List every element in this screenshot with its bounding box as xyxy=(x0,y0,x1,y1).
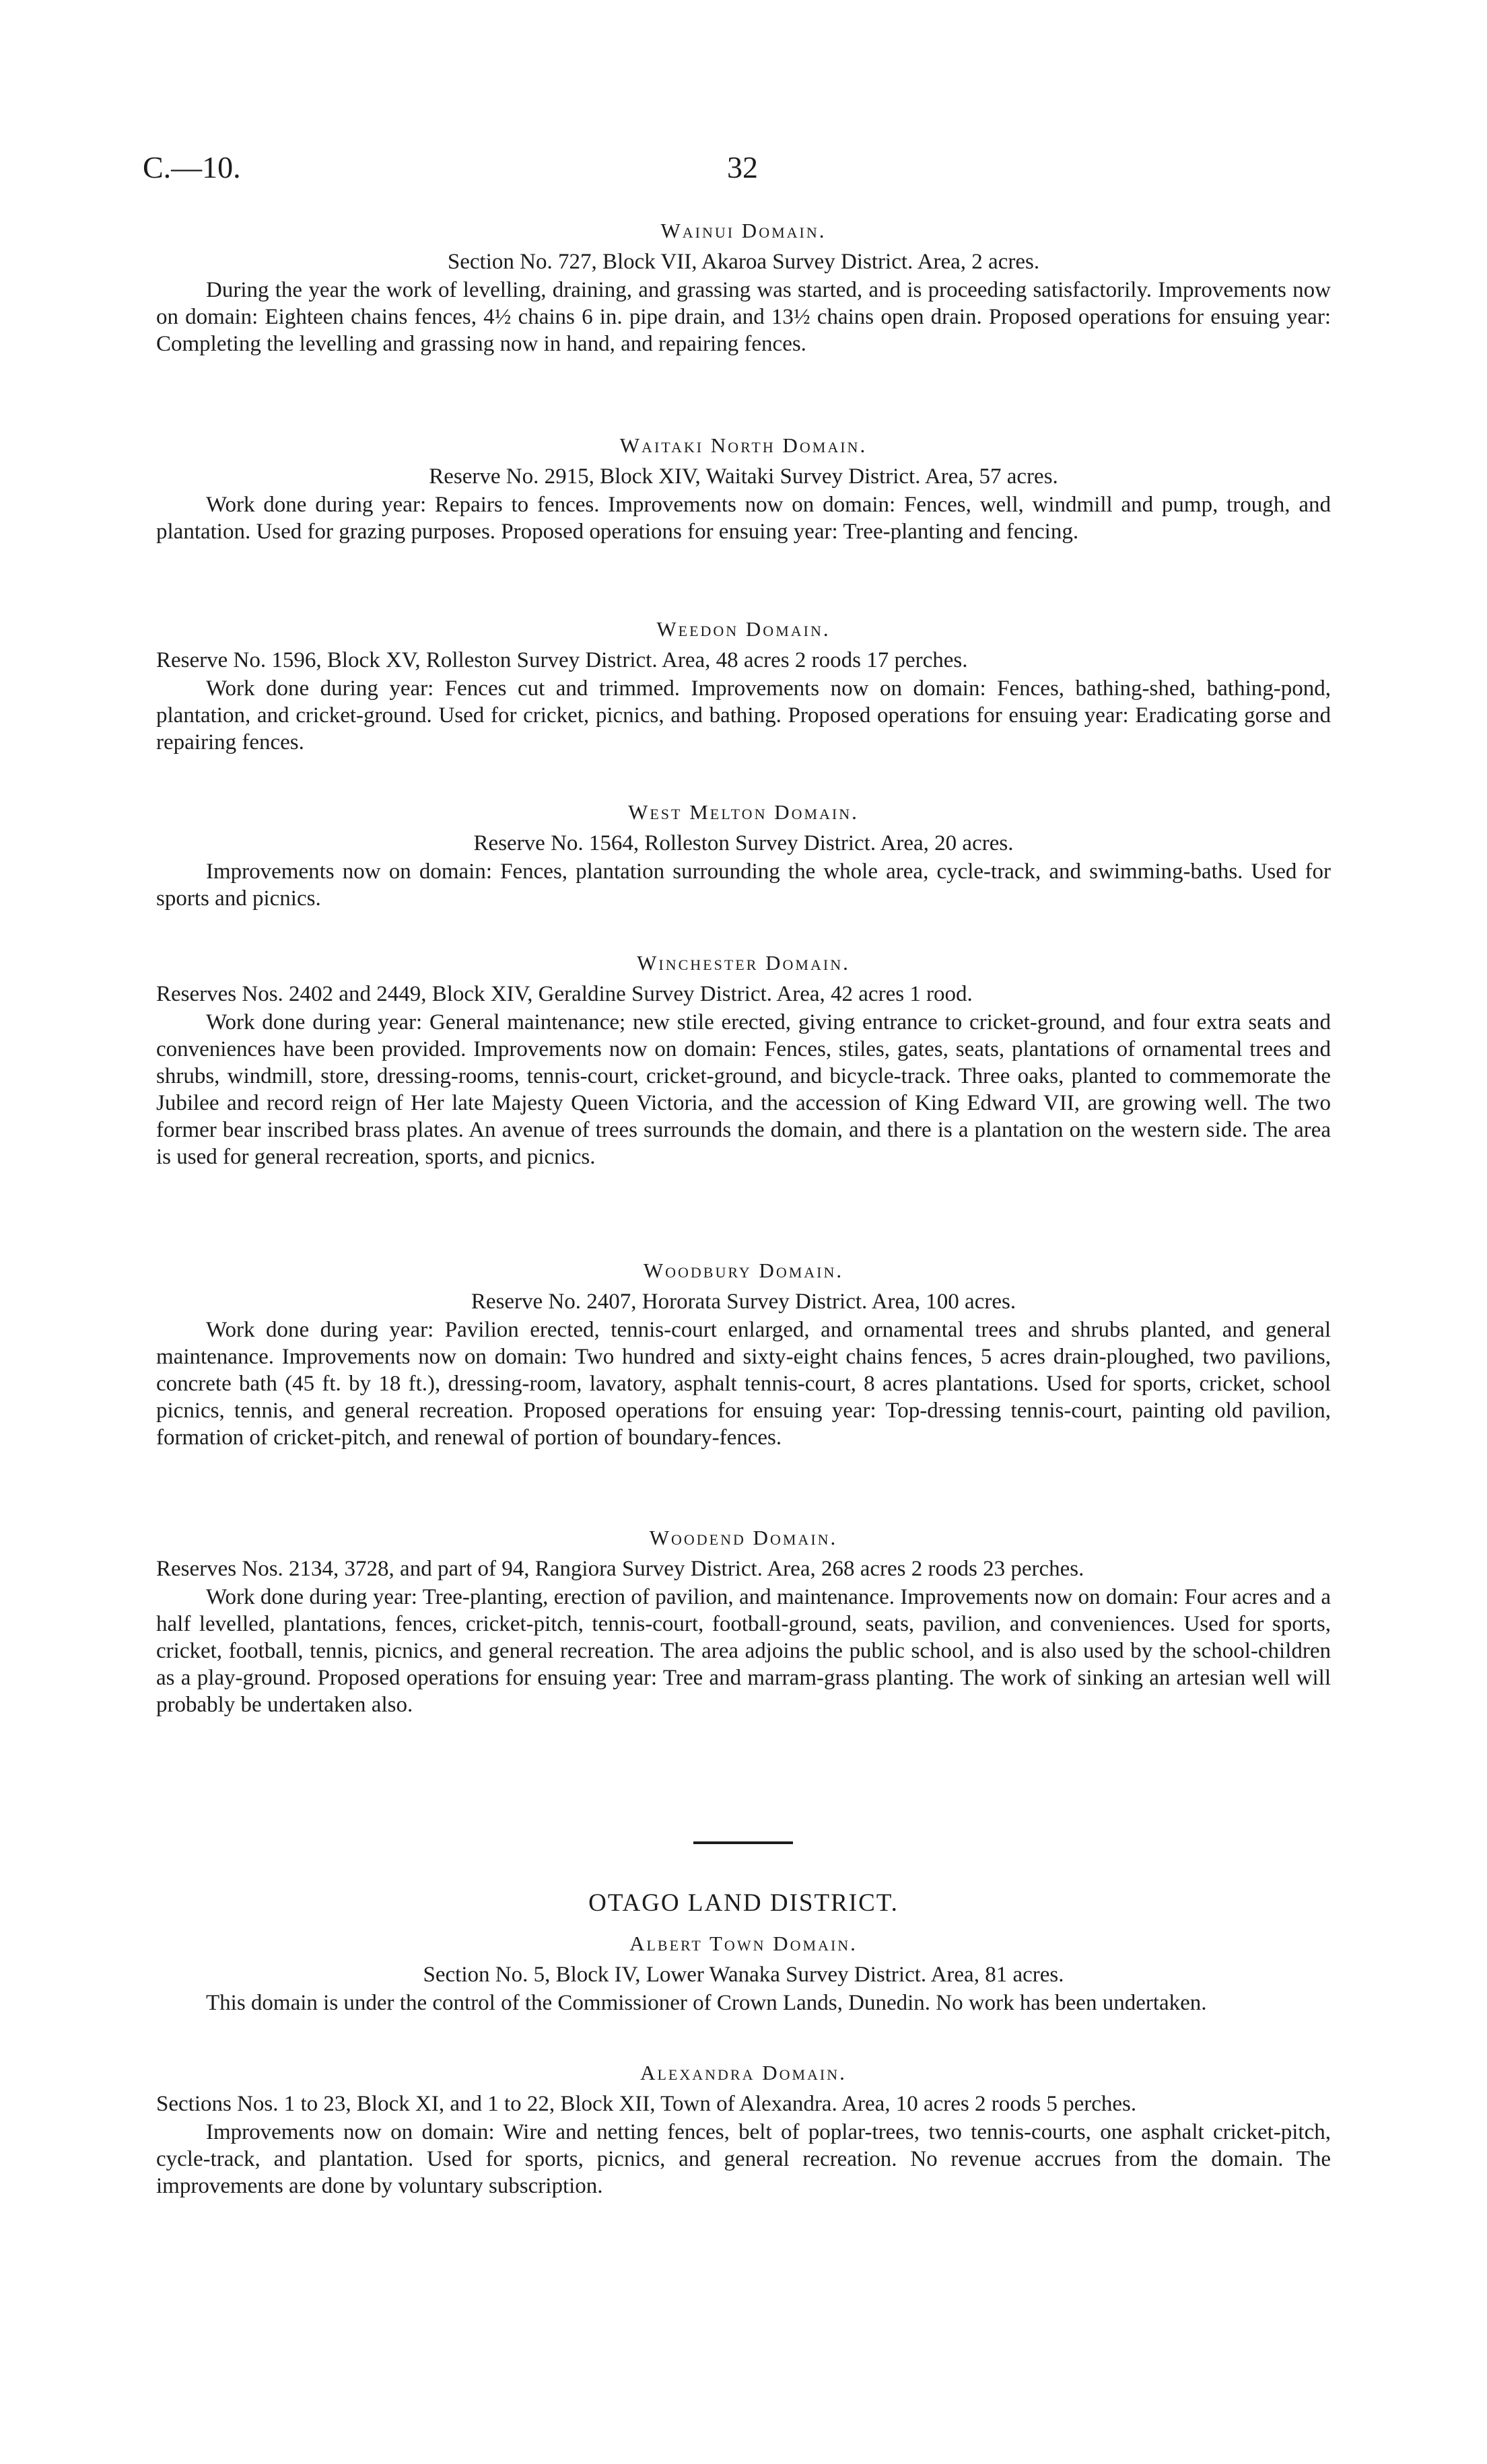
section-title: Woodbury Domain. xyxy=(643,1259,844,1282)
section-reference: Reserve No. 1596, Block XV, Rolleston Survey District. Area, 48 acres 2 roods 17 perches. xyxy=(156,648,968,672)
section-winchester xyxy=(156,950,1331,1170)
section-body: Improvements now on domain: Wire and netting fences, belt of poplar-trees, two tennis-courts, one asphalt cricket-pitch, cycle-track, and plantation. Used for sports, picnics, and general recreation. No revenue accrues from the domain. The improvements are done by voluntary subscription. xyxy=(156,2120,1331,2198)
section-reference: Sections Nos. 1 to 23, Block XI, and 1 to 22, Block XII, Town of Alexandra. Area, 10 acres 2 roods 5 perches. xyxy=(156,2092,1137,2116)
section-body: Work done during year: Tree-planting, erection of pavilion, and maintenance. Improvements now on domain: Four acres and a half levelled, plantations, fences, cricket-pitch, tennis-court, football-ground, seats, pavilion, and conveniences. Used for sports, cricket, football, tennis, picnics, and general recreation. The area adjoins the public school, and is also used by the school-children as a play-ground. Proposed operations for ensuing year: Tree and marram-grass planting. The work of sinking an artesian well will probably be undertaken also. xyxy=(156,1585,1331,1717)
section-body: Improvements now on domain: Fences, plantation surrounding the whole area, cycle-track, and swimming-baths. Used for sports and picnics. xyxy=(156,859,1331,911)
section-divider xyxy=(693,1841,793,1844)
section-title: Woodend Domain. xyxy=(649,1526,838,1549)
section-woodbury xyxy=(156,1257,1331,1451)
section-albert-town xyxy=(156,1930,1331,2016)
section-waitaki-north xyxy=(156,432,1331,545)
section-reference: Reserve No. 2407, Hororata Survey District. Area, 100 acres. xyxy=(471,1290,1016,1314)
section-reference: Section No. 5, Block IV, Lower Wanaka Survey District. Area, 81 acres. xyxy=(423,1963,1064,1987)
section-body: Work done during year: General maintenance; new stile erected, giving entrance to cricket-ground, and four extra seats and conveniences have been provided. Improvements now on domain: Fences, stiles, gates, seats, plantations of ornamental trees and shrubs, windmill, store, dressing-rooms, tennis-court, cricket-ground, and bicycle-track. Three oaks, planted to commemorate the Jubilee and record reign of Her late Majesty Queen Victoria, and the accession of King Edward VII, are growing well. The two former bear inscribed brass plates. An avenue of trees surrounds the domain, and there is a plantation on the western side. The area is used for general recreation, sports, and picnics. xyxy=(156,1010,1331,1169)
section-alexandra xyxy=(156,2060,1331,2199)
section-title: Albert Town Domain. xyxy=(629,1932,858,1955)
section-body: Work done during year: Pavilion erected, tennis-court enlarged, and ornamental trees and shrubs planted, and general maintenance. Improvements now on domain: Two hundred and sixty-eight chains fences, 5 acres drain-ploughed, two pavilions, concrete bath (45 ft. by 18 ft.), dressing-room, lavatory, asphalt tennis-court, 8 acres plantations. Used for sports, cricket, school picnics, tennis, and general recreation. Proposed operations for ensuing year: Top-dressing tennis-court, painting old pavilion, formation of cricket-pitch, and renewal of portion of boundary-fences. xyxy=(156,1318,1331,1450)
section-title: West Melton Domain. xyxy=(628,800,859,824)
section-title: Weedon Domain. xyxy=(656,617,831,641)
section-woodend xyxy=(156,1524,1331,1718)
section-wainui xyxy=(156,217,1331,357)
section-reference: Reserve No. 2915, Block XIV, Waitaki Survey District. Area, 57 acres. xyxy=(429,464,1058,489)
section-title: Alexandra Domain. xyxy=(640,2061,847,2084)
district-heading: OTAGO LAND DISTRICT. xyxy=(588,1889,899,1917)
section-body: Work done during year: Repairs to fences. Improvements now on domain: Fences, well, windmill and pump, trough, and plantation. Used for grazing purposes. Proposed operations for ensuing year: Tree-planting and fencing. xyxy=(156,493,1331,544)
section-title: Winchester Domain. xyxy=(637,951,850,975)
section-body: During the year the work of levelling, draining, and grassing was started, and is proceeding satisfactorily. Improvements now on domain: Eighteen chains fences, 4½ chains 6 in. pipe drain, and 13½ chains open drain. Proposed operations for ensuing year: Completing the levelling and grassing now in hand, and repairing fences. xyxy=(156,278,1331,356)
section-reference: Reserves Nos. 2402 and 2449, Block XIV, Geraldine Survey District. Area, 42 acres 1 rood. xyxy=(156,982,973,1006)
section-reference: Reserve No. 1564, Rolleston Survey District. Area, 20 acres. xyxy=(473,831,1014,855)
section-title: Wainui Domain. xyxy=(660,219,827,242)
section-weedon xyxy=(156,616,1331,756)
document-code: C.—10. xyxy=(143,150,241,184)
section-title: Waitaki North Domain. xyxy=(619,433,868,457)
section-body: This domain is under the control of the Commissioner of Crown Lands, Dunedin. No work has been undertaken. xyxy=(206,1991,1207,2015)
section-reference: Section No. 727, Block VII, Akaroa Survey District. Area, 2 acres. xyxy=(447,250,1040,274)
section-west-melton xyxy=(156,799,1331,912)
page-number: 32 xyxy=(727,150,758,184)
section-reference: Reserves Nos. 2134, 3728, and part of 94, Rangiora Survey District. Area, 268 acres 2 roods 23 perches. xyxy=(156,1557,1084,1581)
section-body: Work done during year: Fences cut and trimmed. Improvements now on domain: Fences, bathing-shed, bathing-pond, plantation, and cricket-ground. Used for cricket, picnics, and bathing. Proposed operations for ensuing year: Eradicating gorse and repairing fences. xyxy=(156,676,1331,754)
